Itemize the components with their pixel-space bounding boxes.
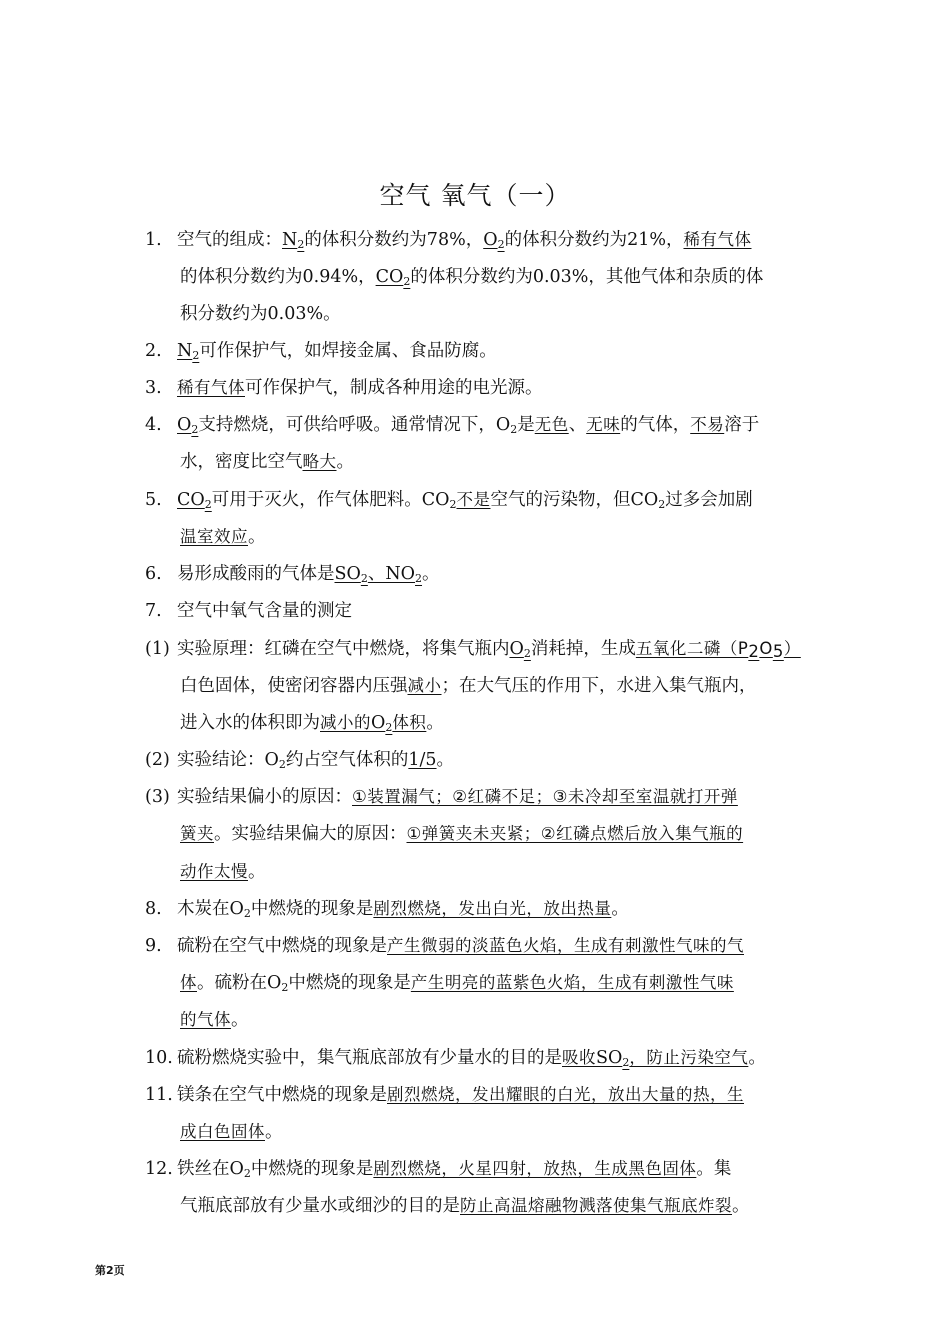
- subscript: 2: [243, 1167, 251, 1180]
- subscript: 2: [658, 498, 666, 511]
- subscript: 2: [281, 981, 289, 994]
- item-number: (2): [145, 750, 170, 770]
- answer-text: 减小的: [320, 713, 371, 732]
- text-segment: 的体积分数约为78%，: [304, 230, 484, 250]
- item-line: [177, 934, 744, 958]
- subscript: 2: [385, 721, 393, 734]
- text-segment: 溶于: [724, 415, 760, 435]
- item-line: [180, 450, 354, 474]
- item-line: [177, 897, 629, 921]
- text-segment: 。: [336, 452, 354, 472]
- text-segment: 过多会加剧: [665, 490, 753, 510]
- text-segment: 、: [568, 415, 587, 435]
- text-segment: 中燃烧的现象是: [288, 973, 411, 993]
- text-segment: 可作保护气，制成各种用途的电光源。: [245, 378, 543, 398]
- subscript: 2: [297, 238, 305, 251]
- item-line: [180, 1008, 249, 1032]
- answer-text: 无色: [534, 415, 569, 434]
- item-line: [177, 376, 543, 400]
- text-segment: 。: [426, 713, 444, 733]
- text-segment: 实验结果偏小的原因：: [177, 787, 352, 807]
- answer-text: 温室效应: [180, 527, 248, 546]
- item-line: [180, 525, 266, 549]
- answer-text: 剧烈燃烧，发出耀眼的白光，放出大量的热，生: [387, 1085, 744, 1104]
- subscript: 2: [415, 572, 423, 585]
- text-segment: 空气的组成：: [177, 230, 282, 250]
- item-line: [177, 488, 753, 512]
- item-line: [180, 1120, 283, 1144]
- text-segment: 消耗掉，生成: [530, 639, 636, 659]
- text-segment: 。: [231, 1010, 249, 1030]
- item-number: 12.: [145, 1159, 173, 1179]
- answer-text: 体积: [392, 713, 427, 732]
- text-segment: 。: [422, 564, 440, 584]
- text-segment: N: [282, 230, 298, 250]
- answer-text: 稀有气体: [683, 230, 752, 249]
- text-segment: ；在大气压的作用下，水进入集气瓶内，: [441, 676, 757, 696]
- subscript: 2: [204, 498, 212, 511]
- answer-text: 2: [748, 642, 760, 661]
- text-segment: 。: [265, 1122, 283, 1142]
- text-segment: 木炭在O: [177, 899, 244, 919]
- text-segment: 。: [248, 862, 266, 882]
- item-line: [177, 1157, 731, 1181]
- text-segment: 的体积分数约为0.94%，: [180, 267, 376, 287]
- item-number: (1): [145, 639, 170, 659]
- item-line: [180, 265, 763, 289]
- item-line: [177, 637, 801, 661]
- answer-text: 防止高温熔融物溅落使集气瓶底炸裂: [460, 1196, 732, 1215]
- answer-text: 剧烈燃烧，火星四射，放热，生成黑色固体: [373, 1159, 697, 1178]
- text-segment: 硫粉在空气中燃烧的现象是: [177, 936, 387, 956]
- text-segment: CO: [375, 267, 404, 287]
- item-number: 3.: [145, 378, 162, 398]
- answer-text: 的气体: [180, 1010, 231, 1029]
- answer-text: ①弹簧夹未夹紧；②红磷点燃后放入集气瓶的: [406, 824, 744, 843]
- text-segment: 易形成酸雨的气体是: [177, 564, 335, 584]
- item-number: 6.: [145, 564, 162, 584]
- subscript: 2: [510, 423, 518, 436]
- text-segment: 进入水的体积即为: [180, 713, 320, 733]
- item-line: [180, 302, 341, 326]
- answer-text: 产生微弱的淡蓝色火焰，生成有刺激性气味的气: [387, 936, 744, 955]
- subscript: 2: [243, 907, 251, 920]
- text-segment: 硫粉燃烧实验中，集气瓶底部放有少量水的目的是: [177, 1048, 562, 1068]
- item-line: [177, 599, 352, 623]
- item-line: [177, 413, 759, 437]
- text-segment: 是: [517, 415, 535, 435]
- subscript: 2: [192, 349, 200, 362]
- text-segment: 。: [748, 1048, 766, 1068]
- item-number: 1.: [145, 230, 162, 250]
- text-segment: 的体积分数约为0.03%，其他气体和杂质的体: [410, 267, 764, 287]
- subscript: 2: [403, 275, 411, 288]
- answer-text: 不易: [690, 415, 725, 434]
- text-segment: 约占空气体积的: [285, 750, 409, 770]
- subscript: 2: [191, 423, 199, 436]
- answer-text: 五氧化二磷（P: [635, 639, 749, 658]
- subscript: 2: [497, 238, 505, 251]
- subscript: 2: [622, 1056, 630, 1069]
- text-segment: 。实验结果偏大的原因：: [214, 824, 407, 844]
- item-number: 11.: [145, 1085, 173, 1105]
- answer-text: 不是: [456, 490, 491, 509]
- subscript: 2: [360, 572, 368, 585]
- item-number: 10.: [145, 1048, 173, 1068]
- item-line: [180, 971, 734, 995]
- item-line: [177, 1046, 766, 1070]
- item-line: [177, 339, 497, 363]
- text-segment: 白色固体，使密闭容器内压强: [180, 676, 408, 696]
- answer-text: 减小: [407, 676, 442, 695]
- text-segment: 。: [611, 899, 629, 919]
- item-number: 4.: [145, 415, 162, 435]
- text-segment: 的气体，: [620, 415, 691, 435]
- answer-text: 无味: [586, 415, 621, 434]
- subscript: 2: [523, 647, 531, 660]
- answer-text: 产生明亮的蓝紫色火焰，生成有刺激性气味: [410, 973, 734, 992]
- text-segment: 实验原理：红磷在空气中燃烧，将集气瓶内: [177, 639, 510, 659]
- text-segment: 铁丝在O: [177, 1159, 244, 1179]
- text-segment: SO: [334, 564, 361, 584]
- text-segment: O: [509, 639, 524, 659]
- text-segment: N: [177, 341, 193, 361]
- text-segment: 、NO: [367, 564, 416, 584]
- text-segment: O: [483, 230, 498, 250]
- text-segment: 可用于灭火，作气体肥料。CO: [211, 490, 450, 510]
- item-number: 8.: [145, 899, 162, 919]
- text-segment: 镁条在空气中燃烧的现象是: [177, 1085, 387, 1105]
- item-number: (3): [145, 787, 170, 807]
- answer-text: 略大: [302, 452, 337, 471]
- text-segment: 可作保护气，如焊接金属、食品防腐。: [199, 341, 497, 361]
- text-segment: CO: [177, 490, 205, 510]
- text-segment: 。: [732, 1196, 750, 1216]
- text-segment: 中燃烧的现象是: [250, 1159, 374, 1179]
- item-number: 7.: [145, 601, 162, 621]
- text-segment: 水，密度比空气: [180, 452, 303, 472]
- answer-text: 吸收: [562, 1048, 596, 1067]
- text-segment: 积分数约为0.03%。: [180, 304, 341, 324]
- subscript: 2: [449, 498, 457, 511]
- text-segment: O: [371, 713, 386, 733]
- text-segment: 。集: [696, 1159, 732, 1179]
- text-segment: 的体积分数约为21%，: [504, 230, 684, 250]
- item-line: [180, 674, 757, 698]
- answer-text: ①装置漏气；②红磷不足；③未冷却至室温就打开弹: [352, 787, 738, 806]
- answer-text: 簧夹: [180, 824, 214, 843]
- item-number: 5.: [145, 490, 162, 510]
- answer-text: 动作太慢: [180, 862, 248, 881]
- text-segment: SO: [596, 1048, 623, 1068]
- text-segment: 空气中氧气含量的测定: [177, 601, 352, 621]
- answer-text: 体: [180, 973, 197, 992]
- item-line: [177, 748, 454, 772]
- text-segment: 1/5: [408, 750, 437, 770]
- answer-text: ）: [783, 639, 801, 658]
- item-line: [180, 1194, 750, 1218]
- subscript: 2: [278, 758, 286, 771]
- answer-text: 5: [772, 642, 784, 661]
- text-segment: 支持燃烧，可供给呼吸。通常情况下，O: [198, 415, 511, 435]
- text-segment: 。硫粉在O: [197, 973, 282, 993]
- item-number: 9.: [145, 936, 162, 956]
- item-line: [180, 860, 266, 884]
- answer-text: 剧烈燃烧，发出白光，放出热量: [373, 899, 612, 918]
- text-segment: 。: [248, 527, 266, 547]
- answer-text: 成白色固体: [180, 1122, 265, 1141]
- item-line: [177, 562, 440, 586]
- item-line: [177, 785, 738, 809]
- text-segment: 气瓶底部放有少量水或细沙的目的是: [180, 1196, 460, 1216]
- text-segment: 实验结论：O: [177, 750, 279, 770]
- text-segment: O: [177, 415, 192, 435]
- page-number: 第2页: [95, 1264, 125, 1277]
- item-line: [177, 1083, 744, 1107]
- item-line: [177, 228, 751, 252]
- page-title: 空气 氧气（一）: [379, 181, 571, 210]
- answer-text: O: [759, 639, 773, 658]
- text-segment: 。: [436, 750, 455, 770]
- item-line: [180, 711, 444, 735]
- answer-text: 稀有气体: [177, 378, 245, 397]
- item-number: 2.: [145, 341, 162, 361]
- text-segment: 中燃烧的现象是: [250, 899, 374, 919]
- item-line: [180, 822, 743, 846]
- text-segment: 空气的污染物，但CO: [490, 490, 659, 510]
- answer-text: ，防止污染空气: [629, 1048, 749, 1067]
